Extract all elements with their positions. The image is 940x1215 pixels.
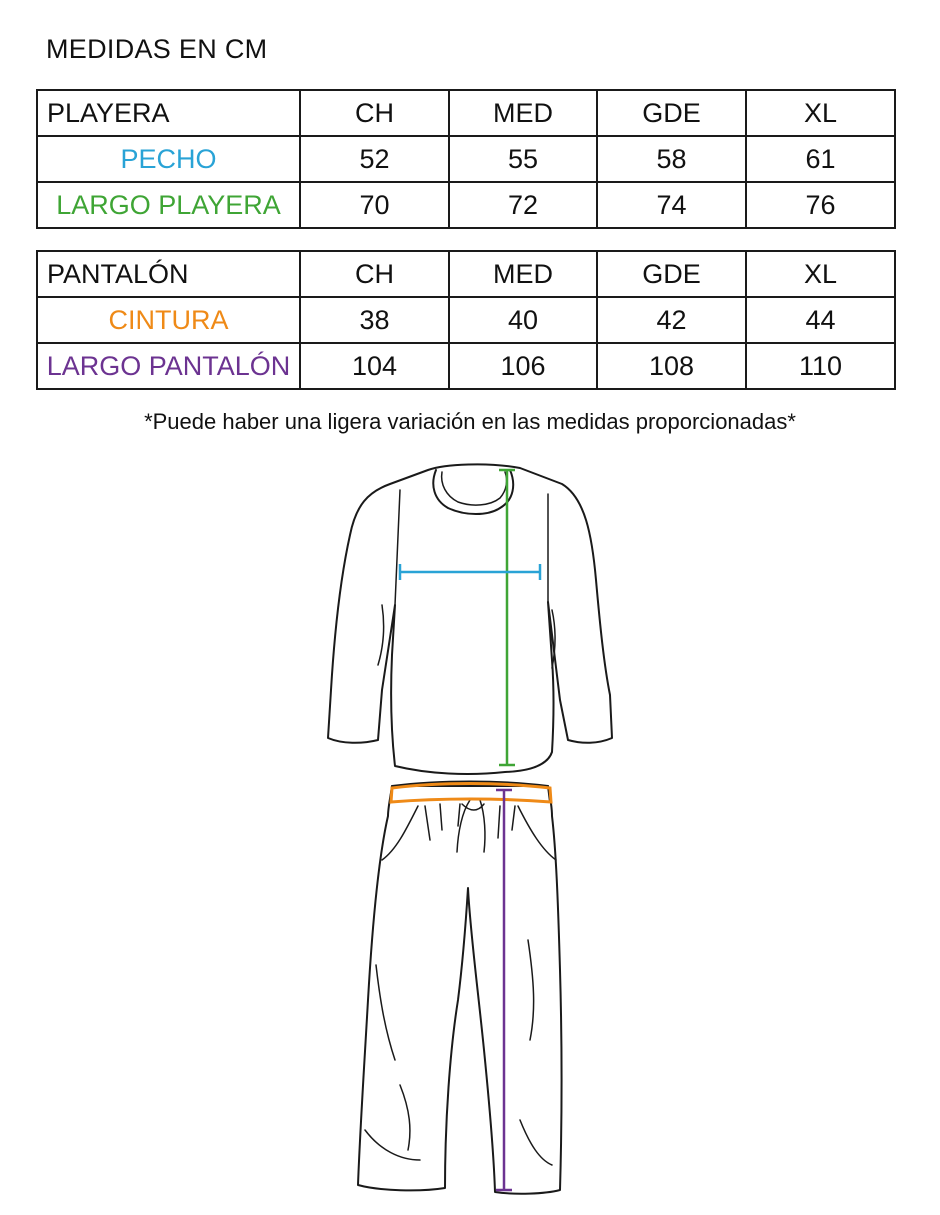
table-header-garment: PLAYERA <box>37 90 300 136</box>
table-cell: 74 <box>597 182 746 228</box>
row-label-largo-pantalon: LARGO PANTALÓN <box>37 343 300 389</box>
table-cell: 52 <box>300 136 449 182</box>
row-label-pecho: PECHO <box>37 136 300 182</box>
table-cell: 70 <box>300 182 449 228</box>
pants-right-crease <box>528 940 534 1040</box>
shirt-collar <box>433 470 513 514</box>
table-cell: 72 <box>449 182 597 228</box>
table-cell: 55 <box>449 136 597 182</box>
table-cell: 42 <box>597 297 746 343</box>
table-cell: 108 <box>597 343 746 389</box>
shirt-outline <box>328 464 612 774</box>
table-header-garment: PANTALÓN <box>37 251 300 297</box>
table-header-size-ch: CH <box>300 251 449 297</box>
table-cell: 58 <box>597 136 746 182</box>
shirt-drawing <box>328 464 612 774</box>
table-cell: 40 <box>449 297 597 343</box>
table-header-size-gde: GDE <box>597 90 746 136</box>
table-cell: 76 <box>746 182 895 228</box>
shirt-left-seam <box>395 490 400 605</box>
table-header-size-med: MED <box>449 90 597 136</box>
row-label-cintura: CINTURA <box>37 297 300 343</box>
table-header-size-med: MED <box>449 251 597 297</box>
table-header-size-xl: XL <box>746 251 895 297</box>
pants-left-crease <box>376 965 395 1060</box>
table-cell: 38 <box>300 297 449 343</box>
table-cell: 104 <box>300 343 449 389</box>
table-cell: 106 <box>449 343 597 389</box>
shirt-left-fold <box>378 605 384 665</box>
pants-drawstring <box>457 800 485 852</box>
shirt-collar-inner <box>442 472 507 505</box>
pants-right-pocket <box>518 806 556 860</box>
table-header-size-xl: XL <box>746 90 895 136</box>
table-header-size-ch: CH <box>300 90 449 136</box>
pants-hem-left <box>365 1130 420 1160</box>
table-header-size-gde: GDE <box>597 251 746 297</box>
table-cell: 61 <box>746 136 895 182</box>
measurement-disclaimer: *Puede haber una ligera variación en las medidas proporcionadas* <box>144 409 796 434</box>
page-title: MEDIDAS EN CM <box>46 34 268 64</box>
pants-left-knee <box>400 1085 410 1150</box>
table-cell: 44 <box>746 297 895 343</box>
pants-hem-right <box>520 1120 552 1165</box>
pants-drawing <box>358 782 562 1194</box>
pants-outline <box>358 786 562 1194</box>
table-cell: 110 <box>746 343 895 389</box>
row-label-largo-playera: LARGO PLAYERA <box>37 182 300 228</box>
